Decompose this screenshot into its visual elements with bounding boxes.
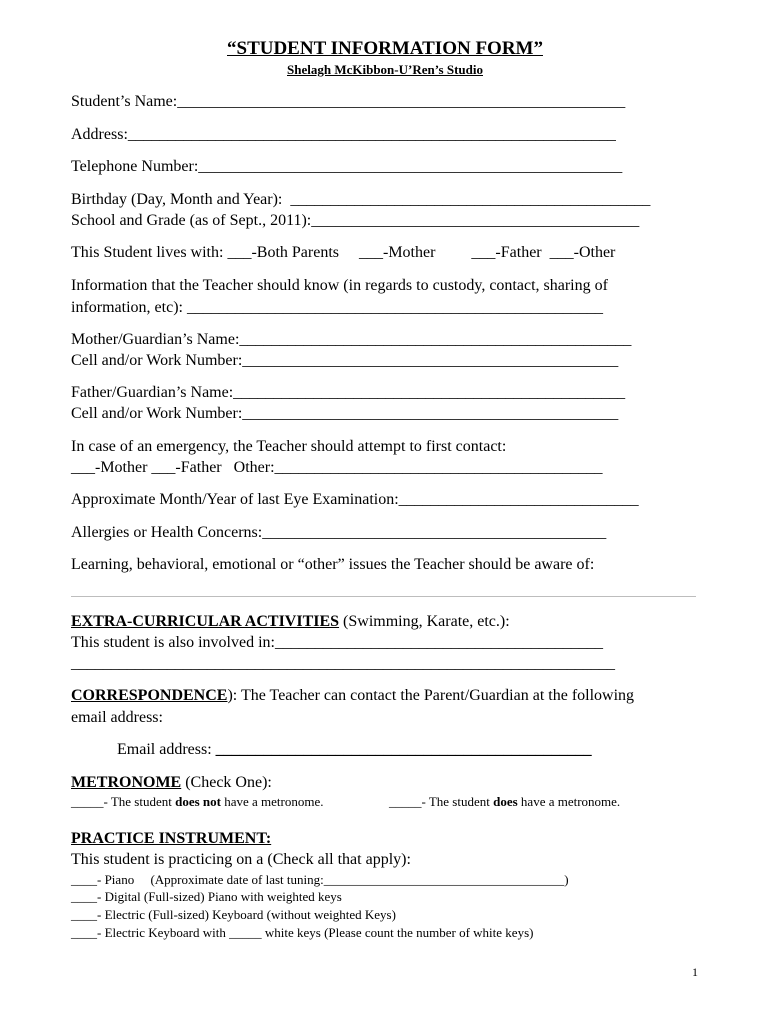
metronome-yes-bold: does [493, 794, 518, 809]
mother-name-field[interactable]: Mother/Guardian’s Name:_________________________________________________ [71, 331, 632, 348]
father-name-field[interactable]: Father/Guardian’s Name:_________________________________________________ [71, 384, 626, 401]
correspondence-text: ): The Teacher can contact the Parent/Guardian at the following [227, 687, 635, 704]
instrument-piano-option[interactable]: ____- Piano (Approximate date of last tuning:_____________________________________) [71, 872, 569, 887]
birthday-field[interactable]: Birthday (Day, Month and Year): _____________________________________________ [71, 191, 651, 208]
emergency-label: In case of an emergency, the Teacher should attempt to first contact: [71, 438, 507, 455]
father-phone-field[interactable]: Cell and/or Work Number:_______________________________________________ [71, 405, 619, 422]
correspondence-text-2: email address: [71, 709, 163, 726]
metronome-option-yes[interactable] [389, 794, 620, 810]
correspondence-heading [71, 686, 634, 706]
learning-issues-line[interactable] [71, 596, 696, 597]
custody-info-label: Information that the Teacher should know (in regards to custody, contact, sharing of [71, 277, 608, 294]
extra-curricular-heading [71, 612, 510, 632]
metronome-no-bold: does not [175, 794, 221, 809]
activities-field-2[interactable]: ____________________________________________________________________ [71, 655, 615, 672]
school-grade-field[interactable]: School and Grade (as of Sept., 2011):_________________________________________ [71, 212, 640, 229]
telephone-field[interactable]: Telephone Number:_____________________________________________________ [71, 158, 623, 175]
lives-with-options[interactable]: This Student lives with: ___-Both Parents ___-Mother ___-Father ___-Other [71, 244, 616, 261]
practice-intro: This student is practicing on a (Check all that apply): [71, 851, 411, 868]
metronome-heading-text: METRONOME [71, 774, 182, 791]
instrument-small-keyboard-option[interactable]: ____- Electric Keyboard with _____ white keys (Please count the number of white keys) [71, 925, 534, 940]
practice-instrument-heading: PRACTICE INSTRUMENT: [71, 830, 272, 847]
page-number: 1 [692, 965, 698, 979]
metronome-heading-note: (Check One): [181, 774, 272, 791]
activities-field[interactable]: This student is also involved in:_________________________________________ [71, 634, 603, 651]
email-field[interactable] [117, 740, 592, 760]
metronome-yes-text: have a metronome. [517, 794, 621, 809]
eye-exam-field[interactable]: Approximate Month/Year of last Eye Examination:______________________________ [71, 491, 639, 508]
allergies-field[interactable]: Allergies or Health Concerns:___________________________________________ [71, 524, 607, 541]
extra-heading-text: EXTRA-CURRICULAR ACTIVITIES [71, 613, 340, 630]
mother-phone-field[interactable]: Cell and/or Work Number:_______________________________________________ [71, 352, 619, 369]
custody-info-field[interactable]: information, etc): ____________________________________________________ [71, 299, 603, 316]
email-blank[interactable]: _______________________________________________ [215, 741, 592, 758]
form-page [71, 0, 699, 1024]
student-name-field[interactable]: Student’s Name:________________________________________________________ [71, 93, 626, 110]
learning-issues-label: Learning, behavioral, emotional or “other” issues the Teacher should be aware of: [71, 556, 595, 573]
emergency-contact-options[interactable]: ___-Mother ___-Father Other:_________________________________________ [71, 459, 603, 476]
correspondence-heading-text: CORRESPONDENCE [71, 687, 228, 704]
form-title: “STUDENT INFORMATION FORM” [227, 38, 543, 59]
metronome-no-blank[interactable]: _____- The student [71, 794, 176, 809]
metronome-no-text: have a metronome. [220, 794, 324, 809]
instrument-electric-keyboard-option[interactable]: ____- Electric (Full-sized) Keyboard (without weighted Keys) [71, 907, 396, 922]
metronome-yes-blank[interactable]: _____- The student [389, 794, 494, 809]
metronome-heading [71, 773, 272, 793]
metronome-option-no[interactable] [71, 794, 324, 810]
email-label: Email address: [117, 741, 216, 758]
address-field[interactable]: Address:_____________________________________________________________ [71, 126, 616, 143]
instrument-digital-piano-option[interactable]: ____- Digital (Full-sized) Piano with weighted keys [71, 889, 342, 904]
studio-name: Shelagh McKibbon-U’Ren’s Studio [287, 62, 483, 77]
extra-heading-note: (Swimming, Karate, etc.): [339, 613, 510, 630]
